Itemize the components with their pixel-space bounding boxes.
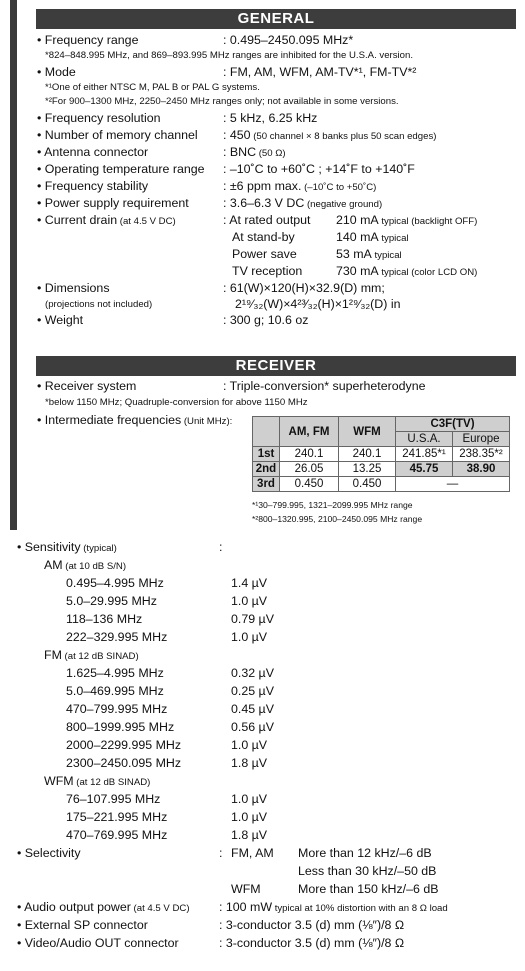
current-drain-row-name: : At rated output bbox=[223, 213, 311, 227]
sens-range: 76–107.995 MHz bbox=[66, 792, 161, 806]
sens-value: 1.4 µV bbox=[231, 576, 268, 590]
power-value: : 3.6–6.3 V DC bbox=[223, 196, 305, 210]
if-note-1: *¹30–799.995, 1321–2099.995 MHz range bbox=[252, 500, 413, 510]
spec-value-freq-stability bbox=[223, 179, 376, 193]
selectivity-mode-wfm: WFM bbox=[231, 882, 261, 896]
if-table bbox=[252, 416, 510, 492]
spec-label-freq-stability: • Frequency stability bbox=[37, 179, 149, 193]
spec-value-weight: : 300 g; 10.6 oz bbox=[223, 313, 309, 327]
sens-value: 1.8 µV bbox=[231, 828, 268, 842]
table-cell: 241.85*¹ bbox=[396, 447, 453, 462]
current-drain-row-value: 210 mA typical (backlight OFF) bbox=[336, 213, 478, 227]
if-row-label: 1st bbox=[253, 447, 280, 462]
table-cell: 238.35*² bbox=[453, 447, 510, 462]
spec-label-external-sp: • External SP connector bbox=[17, 918, 148, 932]
sens-mode-fm: FM (at 12 dB SINAD) bbox=[44, 648, 139, 662]
selectivity-value: More than 150 kHz/–6 dB bbox=[298, 882, 439, 896]
table-cell: 45.75 bbox=[396, 462, 453, 477]
if-row-label: 3rd bbox=[253, 477, 280, 492]
power-detail: (negative ground) bbox=[304, 199, 383, 210]
spec-value-frequency-range: : 0.495–2450.095 MHz* bbox=[223, 33, 354, 47]
spec-value-mode: : FM, AM, WFM, AM-TV*¹, FM-TV*² bbox=[223, 65, 417, 79]
current-drain-cond: (at 4.5 V DC) bbox=[117, 216, 176, 227]
sens-value: 0.79 µV bbox=[231, 612, 274, 626]
sens-mode-wfm: WFM (at 12 dB SINAD) bbox=[44, 774, 151, 788]
section-sidebar-bar bbox=[10, 0, 17, 530]
spec-label-memory-channels: • Number of memory channel bbox=[37, 128, 198, 142]
if-unit: (Unit MHz): bbox=[181, 416, 233, 427]
spec-label-frequency-range: • Frequency range bbox=[37, 33, 139, 47]
if-col-wfm: WFM bbox=[339, 417, 396, 447]
spec-label-video-audio-out: • Video/Audio OUT connector bbox=[17, 936, 179, 950]
receiver-header: RECEIVER bbox=[36, 356, 516, 376]
if-col-am-fm: AM, FM bbox=[280, 417, 339, 447]
table-cell: 240.1 bbox=[280, 447, 339, 462]
table-cell: 38.90 bbox=[453, 462, 510, 477]
memory-detail: (50 channel × 8 banks plus 50 scan edges) bbox=[250, 131, 437, 142]
antenna-detail: (50 Ω) bbox=[256, 148, 286, 159]
sens-range: 5.0–29.995 MHz bbox=[66, 594, 157, 608]
current-drain-row-value: 53 mA typical bbox=[336, 247, 402, 261]
current-drain-row-value: 730 mA typical (color LCD ON) bbox=[336, 264, 478, 278]
sens-value: 0.56 µV bbox=[231, 720, 274, 734]
if-col-usa: U.S.A. bbox=[396, 432, 453, 447]
selectivity-value: More than 12 kHz/–6 dB bbox=[298, 846, 432, 860]
sens-value: 1.0 µV bbox=[231, 810, 268, 824]
sens-range: 118–136 MHz bbox=[66, 612, 143, 626]
dimensions-note: (projections not included) bbox=[45, 299, 153, 310]
note-inhibited-ranges: *824–848.995 MHz, and 869–893.995 MHz ranges are inhibited for the U.S.A. version. bbox=[45, 50, 413, 61]
sens-mode-am: AM (at 10 dB S/N) bbox=[44, 558, 127, 572]
spec-label-if bbox=[37, 413, 232, 427]
if-note-2: *²800–1320.995, 2100–2450.095 MHz range bbox=[252, 514, 423, 524]
current-drain-row-name: At stand-by bbox=[232, 230, 295, 244]
sens-range: 2000–2299.995 MHz bbox=[66, 738, 182, 752]
spec-value-power-supply bbox=[223, 196, 382, 210]
sens-value: 0.45 µV bbox=[231, 702, 274, 716]
table-row bbox=[253, 447, 510, 462]
sens-value: 1.0 µV bbox=[231, 792, 268, 806]
spec-value-audio-output: : 100 mW typical at 10% distortion with an 8 Ω load bbox=[219, 900, 448, 914]
spec-value-antenna bbox=[223, 145, 286, 159]
memory-value: : 450 bbox=[223, 128, 251, 142]
if-row-label: 2nd bbox=[253, 462, 280, 477]
spec-label-receiver-system: • Receiver system bbox=[37, 379, 137, 393]
spec-value-video-audio-out: : 3-conductor 3.5 (d) mm (⅛″)/8 Ω bbox=[219, 936, 405, 950]
current-drain-label: • Current drain bbox=[37, 213, 118, 227]
sens-value: 1.0 µV bbox=[231, 594, 268, 608]
spec-label-selectivity: • Selectivity bbox=[17, 846, 81, 860]
current-drain-row-name: TV reception bbox=[232, 264, 303, 278]
table-cell: — bbox=[396, 477, 510, 492]
spec-label-temperature: • Operating temperature range bbox=[37, 162, 205, 176]
sens-range: 800–1999.995 MHz bbox=[66, 720, 175, 734]
if-table-corner bbox=[253, 417, 280, 447]
spec-label-weight: • Weight bbox=[37, 313, 84, 327]
if-label: • Intermediate frequencies bbox=[37, 413, 182, 427]
current-drain-row-value: 140 mA typical bbox=[336, 230, 409, 244]
receiver-system-note: *below 1150 MHz; Quadruple-conversion for above 1150 MHz bbox=[45, 397, 308, 408]
spec-value-external-sp: : 3-conductor 3.5 (d) mm (⅛″)/8 Ω bbox=[219, 918, 405, 932]
sens-range: 470–799.995 MHz bbox=[66, 702, 168, 716]
sens-value: 1.0 µV bbox=[231, 630, 268, 644]
selectivity-mode-fm-am: FM, AM bbox=[231, 846, 274, 860]
spec-label-power-supply: • Power supply requirement bbox=[37, 196, 189, 210]
sens-range: 0.495–4.995 MHz bbox=[66, 576, 164, 590]
spec-value-memory-channels bbox=[223, 128, 436, 142]
sens-range: 470–769.995 MHz bbox=[66, 828, 168, 842]
table-cell: 13.25 bbox=[339, 462, 396, 477]
sens-value: 1.8 µV bbox=[231, 756, 268, 770]
table-cell: 26.05 bbox=[280, 462, 339, 477]
spec-label-sensitivity: • Sensitivity (typical) bbox=[17, 540, 117, 554]
spec-value-receiver-system: : Triple-conversion* superheterodyne bbox=[223, 379, 426, 393]
sens-value: 1.0 µV bbox=[231, 738, 268, 752]
spec-value-dimensions-in: 2¹⁹⁄₃₂(W)×4²³⁄₃₂(H)×1²⁹⁄₃₂(D) in bbox=[235, 297, 401, 311]
spec-label-current-drain bbox=[37, 213, 176, 227]
table-cell: 240.1 bbox=[339, 447, 396, 462]
stability-detail: (–10˚C to +50˚C) bbox=[301, 182, 377, 193]
sens-value: 0.25 µV bbox=[231, 684, 274, 698]
spec-value-temperature: : –10˚C to +60˚C ; +14˚F to +140˚F bbox=[223, 162, 415, 176]
sens-range: 2300–2450.095 MHz bbox=[66, 756, 182, 770]
table-cell: 0.450 bbox=[280, 477, 339, 492]
table-cell: 0.450 bbox=[339, 477, 396, 492]
current-drain-row-name: Power save bbox=[232, 247, 297, 261]
spec-value-dimensions-mm: : 61(W)×120(H)×32.9(D) mm; bbox=[223, 281, 385, 295]
selectivity-colon: : bbox=[219, 846, 223, 860]
sens-range: 175–221.995 MHz bbox=[66, 810, 168, 824]
spec-label-audio-output: • Audio output power (at 4.5 V DC) bbox=[17, 900, 190, 914]
general-header: GENERAL bbox=[36, 9, 516, 29]
sensitivity-colon: : bbox=[219, 540, 223, 554]
sens-range: 5.0–469.995 MHz bbox=[66, 684, 164, 698]
spec-label-mode: • Mode bbox=[37, 65, 76, 79]
table-row bbox=[253, 462, 510, 477]
stability-value: : ±6 ppm max. bbox=[223, 179, 302, 193]
spec-label-antenna: • Antenna connector bbox=[37, 145, 149, 159]
sens-range: 1.625–4.995 MHz bbox=[66, 666, 164, 680]
if-col-c3f-tv: C3F(TV) bbox=[396, 417, 510, 432]
sens-range: 222–329.995 MHz bbox=[66, 630, 168, 644]
selectivity-value: Less than 30 kHz/–50 dB bbox=[298, 864, 437, 878]
antenna-value: : BNC bbox=[223, 145, 257, 159]
table-row bbox=[253, 477, 510, 492]
if-col-europe: Europe bbox=[453, 432, 510, 447]
note-fm-tv-ranges: *²For 900–1300 MHz, 2250–2450 MHz ranges only; not available in some versions. bbox=[45, 96, 399, 107]
sens-value: 0.32 µV bbox=[231, 666, 274, 680]
spec-label-dimensions: • Dimensions bbox=[37, 281, 110, 295]
spec-value-freq-resolution: : 5 kHz, 6.25 kHz bbox=[223, 111, 318, 125]
spec-label-freq-resolution: • Frequency resolution bbox=[37, 111, 161, 125]
note-tv-systems: *¹One of either NTSC M, PAL B or PAL G systems. bbox=[45, 82, 260, 93]
